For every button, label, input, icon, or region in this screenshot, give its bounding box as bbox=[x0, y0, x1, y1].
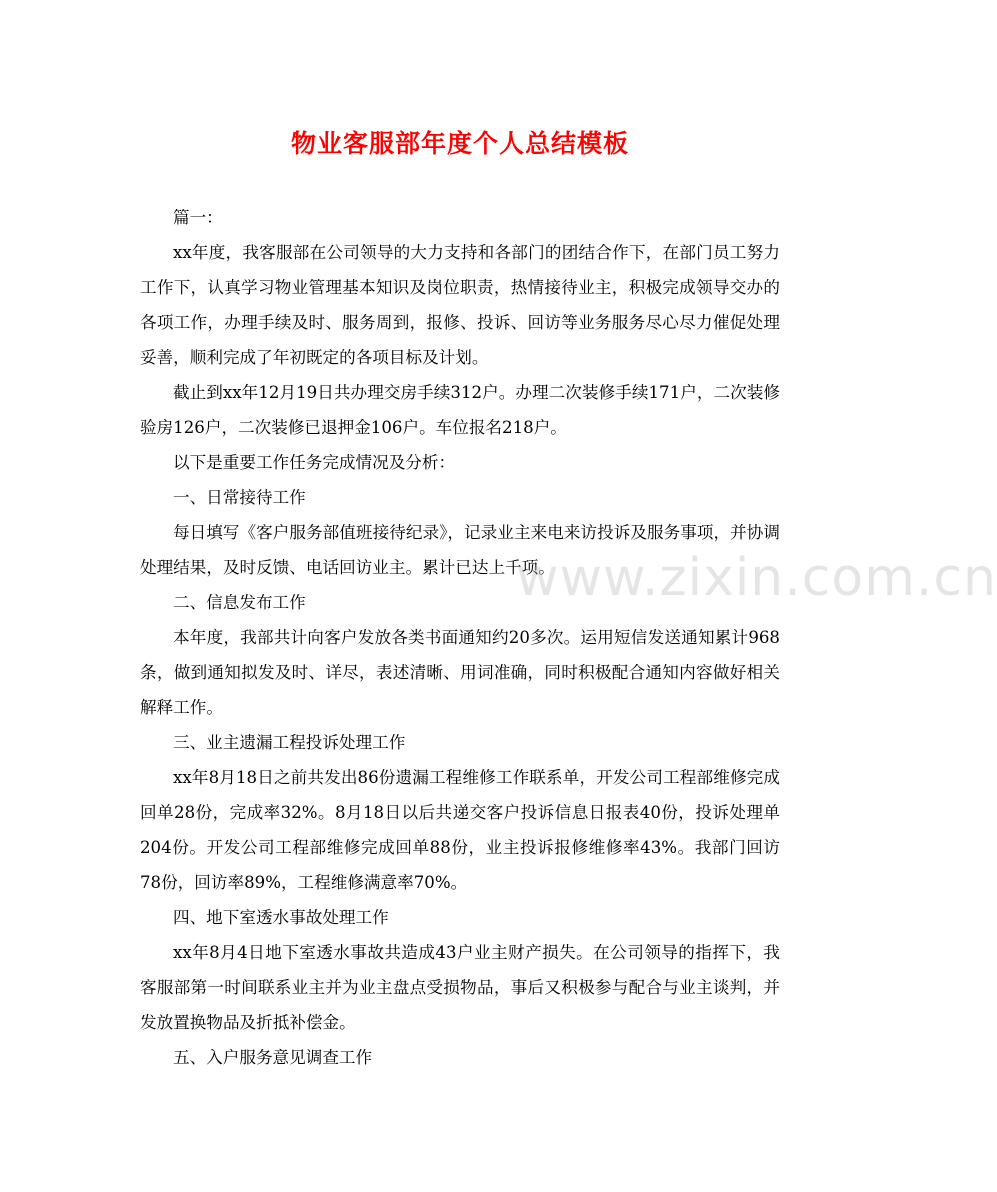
document-title: 物业客服部年度个人总结模板 bbox=[290, 129, 629, 158]
section-heading: 一、日常接待工作 bbox=[173, 488, 306, 507]
paragraph: 每日填写《客户服务部值班接待纪录》，记录业主来电来访投诉及服务事项，并协调处理结果，及时反馈、电话回访业主。累计已达上千项。 bbox=[140, 523, 780, 577]
paragraph: xx年度，我客服部在公司领导的大力支持和各部门的团结合作下，在部门员工努力工作下，认真学习物业管理基本知识及岗位职责，热情接待业主，积极完成领导交办的各项工作，办理手续及时、服务周到，报修、投诉、回访等业务服务尽心尽力催促处理妥善，顺利完成了年初既定的各项目标及计划。 bbox=[140, 243, 780, 367]
paragraph: 以下是重要工作任务完成情况及分析： bbox=[173, 453, 456, 472]
section-label: 篇一： bbox=[173, 208, 223, 227]
document-body bbox=[140, 200, 780, 1075]
paragraph: xx年8月4日地下室透水事故共造成43户业主财产损失。在公司领导的指挥下，我客服部第一时间联系业主并为业主盘点受损物品，事后又积极参与配合与业主谈判，并发放置换物品及折抵补偿金。 bbox=[140, 943, 780, 1032]
section-heading: 三、业主遗漏工程投诉处理工作 bbox=[173, 733, 406, 752]
paragraph: xx年8月18日之前共发出86份遗漏工程维修工作联系单，开发公司工程部维修完成回单28份，完成率32%。8月18日以后共递交客户投诉信息日报表40份，投诉处理单204份。开发公司工程部维修完成回单88份，业主投诉报修维修率43%。我部门回访78份，回访率89%，工程维修满意率70%。 bbox=[140, 768, 780, 892]
paragraph: 本年度，我部共计向客户发放各类书面通知约20多次。运用短信发送通知累计968条，做到通知拟发及时、详尽，表述清晰、用词准确，同时积极配合通知内容做好相关解释工作。 bbox=[140, 628, 780, 717]
section-heading: 五、入户服务意见调查工作 bbox=[173, 1048, 373, 1067]
section-heading: 四、地下室透水事故处理工作 bbox=[173, 908, 389, 927]
watermark: www.zixin.com.cn bbox=[516, 548, 997, 608]
paragraph: 截止到xx年12月19日共办理交房手续312户。办理二次装修手续171户，二次装修验房126户，二次装修已退押金106户。车位报名218户。 bbox=[140, 383, 780, 437]
section-heading: 二、信息发布工作 bbox=[173, 593, 306, 612]
